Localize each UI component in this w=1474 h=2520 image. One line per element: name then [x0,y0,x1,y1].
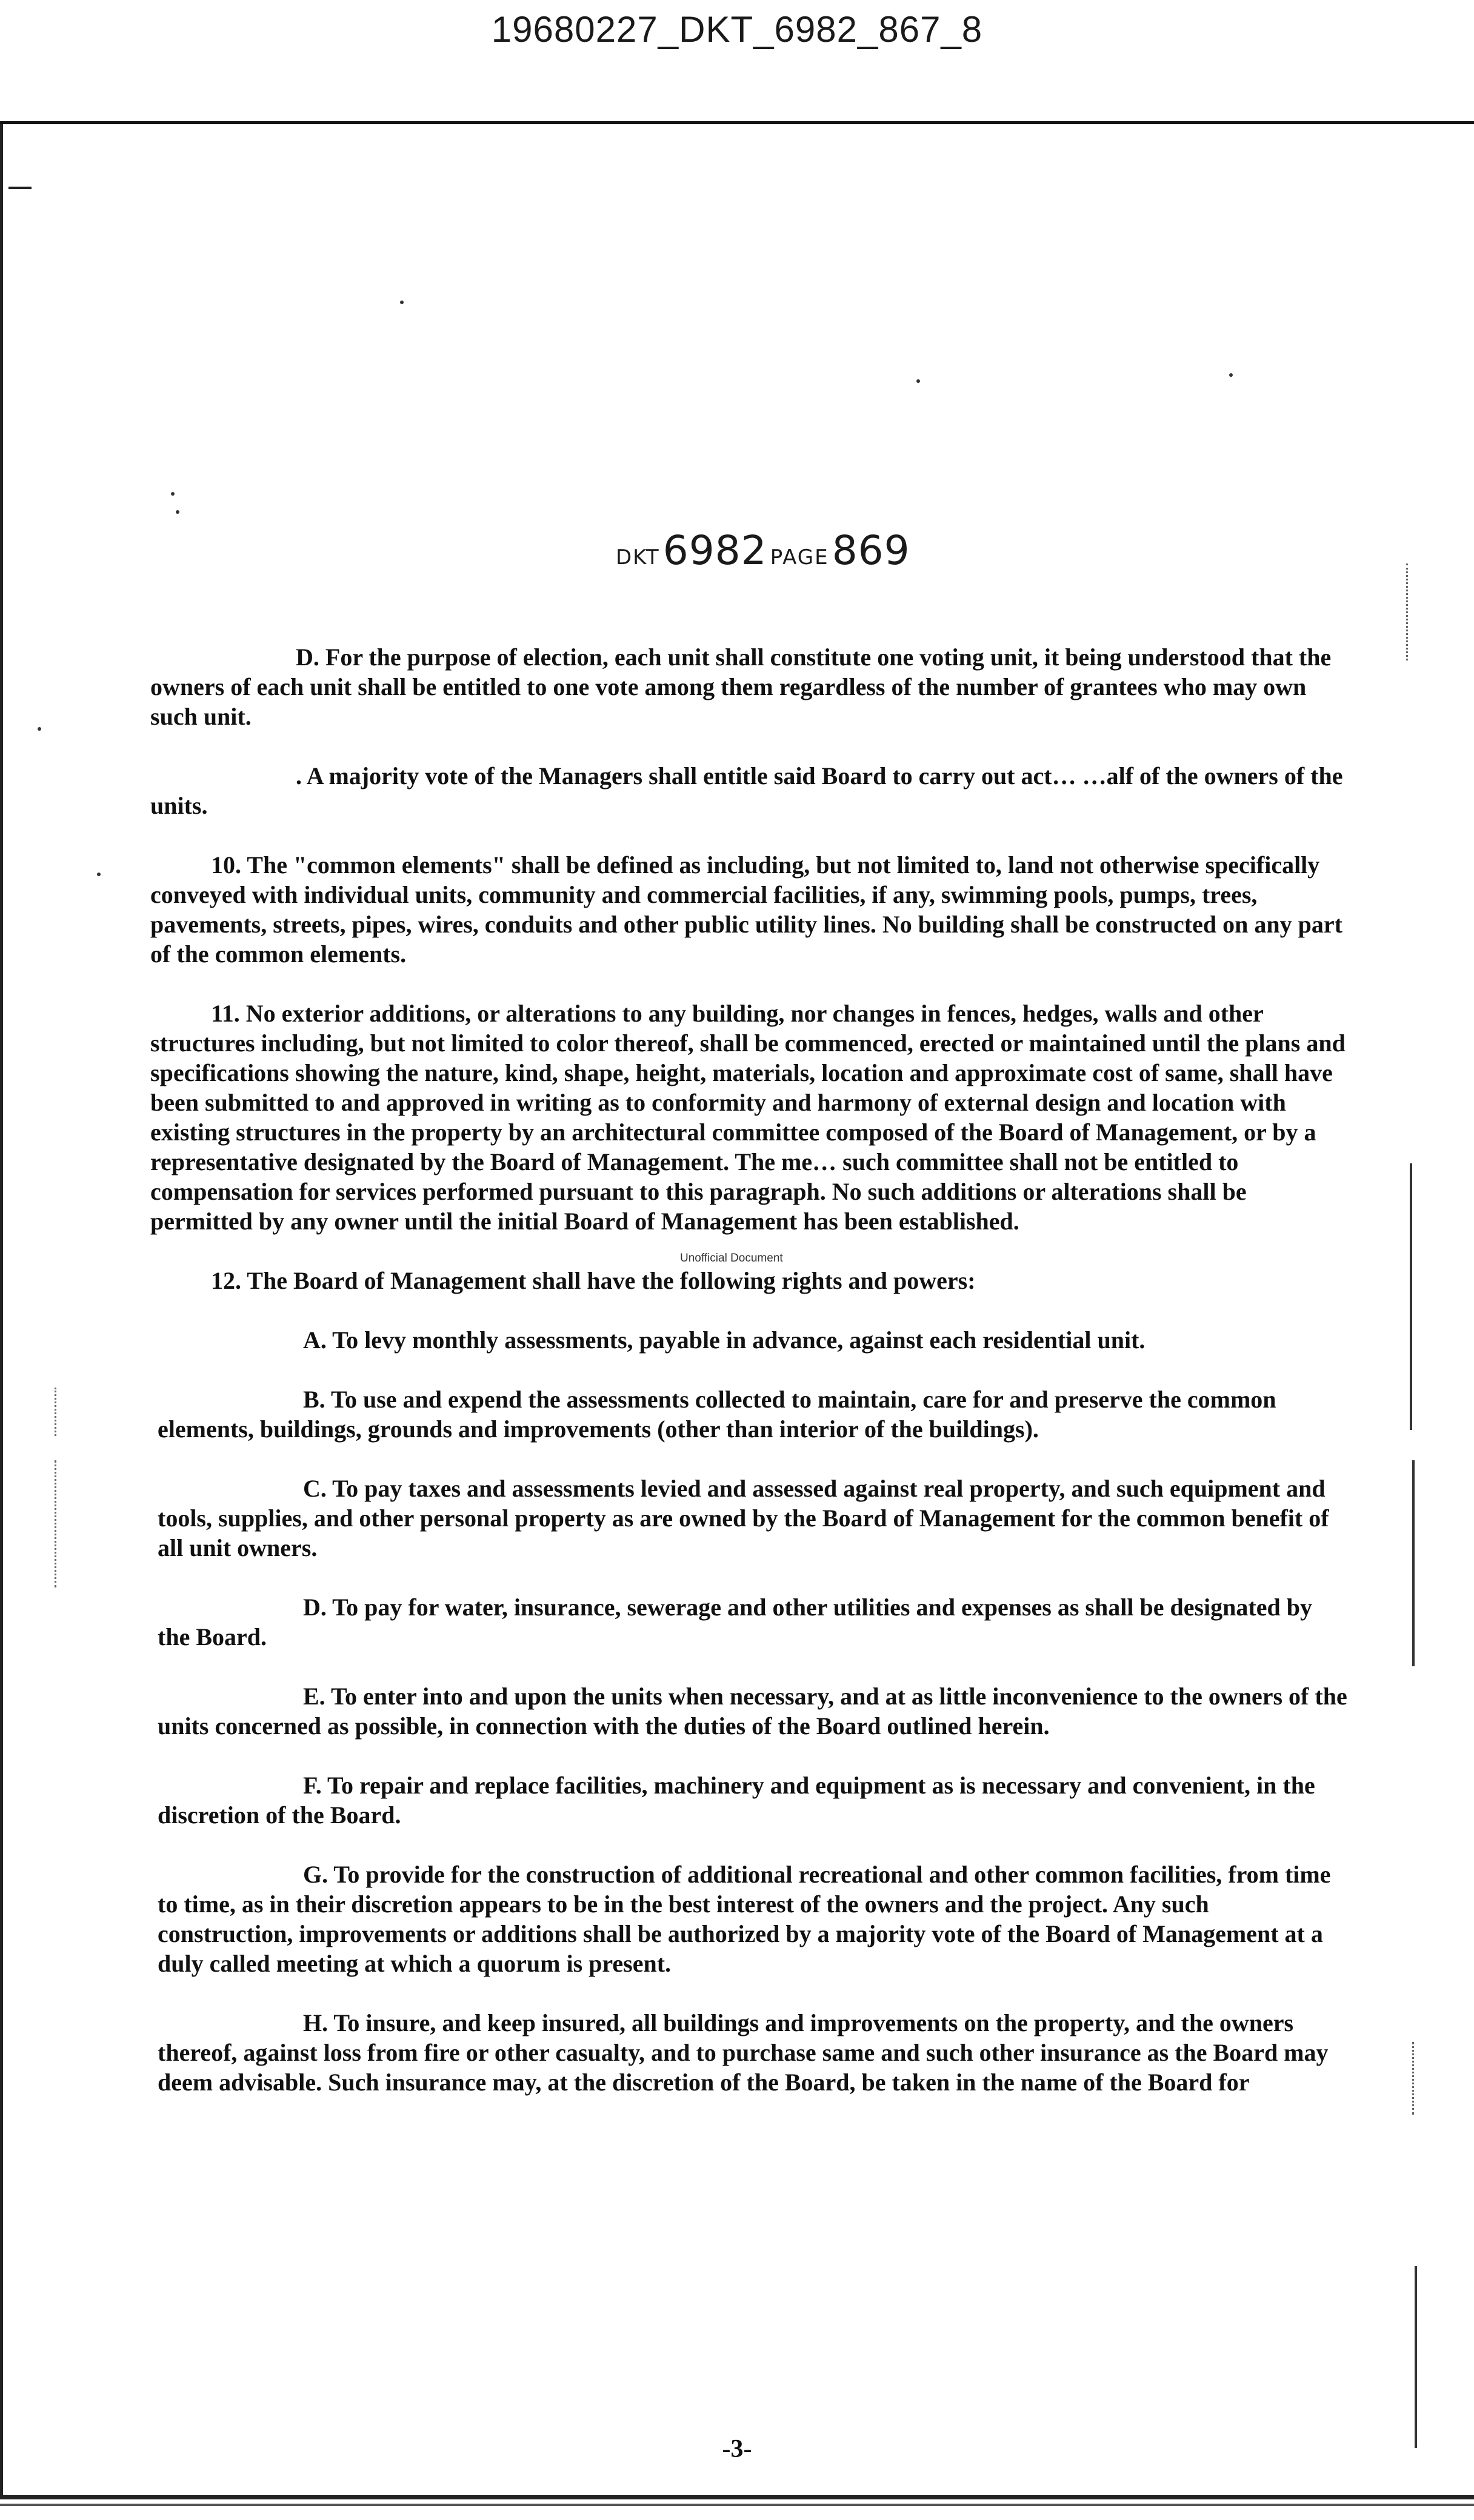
paragraph-12d-utilities: D. To pay for water, insurance, sewerage and other utilities and expenses as shall be designated by the Board. [158,1594,1312,1651]
scan-speck [38,727,41,731]
paragraph-12-board-powers: 12. The Board of Management shall have the following rights and powers: [211,1267,976,1294]
page-label: PAGE [770,545,829,570]
scan-margin-dots [55,1388,56,1436]
scan-mark [8,187,32,189]
page-bottom-edge [0,2495,1474,2499]
page-top-edge [0,121,1474,124]
paragraph-12c-taxes: C. To pay taxes and assessments levied and assessed against real property, and such equipment and tools, supplies, and other personal property as are owned by the Board of Management for the common benefit of all unit owners. [158,1475,1329,1561]
scan-margin-line [1410,1163,1412,1430]
scan-speck [97,873,101,876]
paragraph-12a-assessments: A. To levy monthly assessments, payable in advance, against each residential unit. [303,1326,1146,1354]
paragraph-11-exterior-additions: 11. No exterior additions, or alterations to any building, nor changes in fences, hedges, walls and other structures including, but not limited to color thereof, shall be commenced, erected or maintained until the plans and specifications showing the nature, kind, shape, height, materials, location and approximate cost of same, shall have been submitted to and approved in writing as to conformity and harmony of external design and location with existing structures in the property by an architectural committee composed of the Board of Management, or by a representative designated by the Board of Management. The me… such committee shall not be entitled to compensation for services performed pursuant to this paragraph. No such additions or alterations shall be permitted by any owner until the initial Board of Management has been established. [150,1000,1346,1235]
scan-speck [176,510,179,514]
paragraph-12b-expend: B. To use and expend the assessments collected to maintain, care for and preserve the common elements, buildings, grounds and improvements (other than interior of the buildings). [158,1386,1276,1443]
document-id-header: 19680227_DKT_6982_867_8 [491,9,983,50]
page-left-edge [0,124,3,2499]
scan-speck [1229,373,1233,377]
page-bottom-edge-secondary [0,2504,1474,2506]
paragraph-e-majority-vote: . A majority vote of the Managers shall entitle said Board to carry out act… …alf of the owners of the units. [150,762,1343,819]
docket-label: DKT [616,545,660,570]
scan-speck [400,301,404,304]
unofficial-watermark: Unofficial Document [678,1252,785,1265]
scan-margin-line [1412,1460,1415,1666]
scan-margin-dots [1406,564,1408,660]
stamp-page-number: 869 [832,527,910,574]
scan-speck [916,379,920,383]
paragraph-12f-repair: F. To repair and replace facilities, machinery and equipment as is necessary and convenient, in the discretion of the Board. [158,1772,1315,1829]
docket-number: 6982 [662,527,767,574]
document-body [150,642,1350,2127]
scan-margin-dots [1412,2042,1414,2115]
docket-page-stamp [616,527,910,574]
paragraph-12e-entry: E. To enter into and upon the units when necessary, and at as little inconvenience to the owners of the units concerned as possible, in connection with the duties of the Board outlined herein. [158,1683,1347,1740]
scan-margin-dots [55,1460,56,1587]
paragraph-12g-construction: G. To provide for the construction of additional recreational and other common facilities, from time to time, as in their discretion appears to be in the best interest of the owners and the project. Any such construction, improvements or additions shall be authorized by a majority vote of the Board of Management at a duly called meeting at which a quorum is present. [158,1861,1331,1977]
paragraph-12h-insurance: H. To insure, and keep insured, all buildings and improvements on the property, and the owners thereof, against loss from fire or other casualty, and to purchase same and such other insurance as the Board may deem advisable. Such insurance may, at the discretion of the Board, be taken in the name of the Board for [158,2009,1329,2096]
paragraph-10-common-elements: 10. The "common elements" shall be defined as including, but not limited to, land not otherwise specifically conveyed with individual units, community and commercial facilities, if any, swimming pools, pumps, trees, pavements, streets, pipes, wires, conduits and other public utility lines. No building shall be constructed on any part of the common elements. [150,851,1342,968]
scan-speck [171,492,175,496]
footer-page-number: -3- [722,2435,752,2463]
paragraph-d-election: D. For the purpose of election, each unit shall constitute one voting unit, it being understood that the owners of each unit shall be entitled to one vote among them regardless of the number of grantees who may own such unit. [150,643,1332,730]
scan-margin-line [1415,2266,1417,2448]
